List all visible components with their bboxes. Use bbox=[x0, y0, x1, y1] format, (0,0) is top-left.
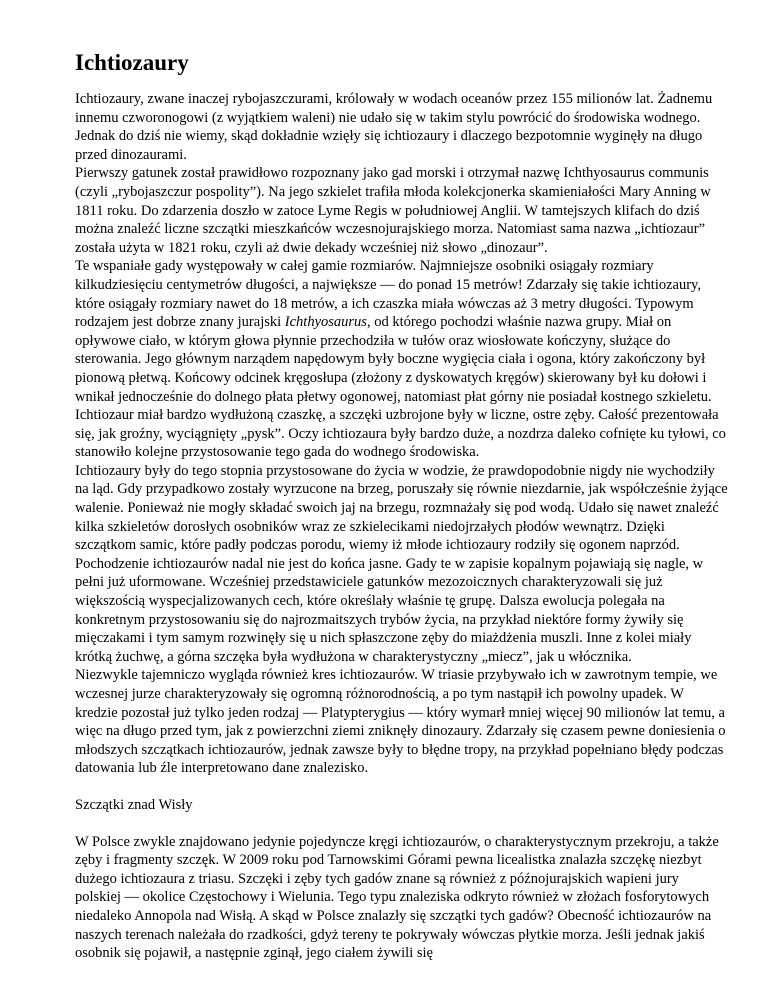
paragraph-origin: Pochodzenie ichtiozaurów nadal nie jest do końca jasne. Gady te w zapisie kopalnym pojawiają się nagle, w pełni już uformowane. Wcześniej przedstawiciele gatunków mezozoicznych charakteryzowali się już większością wyspecjalizowanych cech, które określały właśnie tę grupę. Dalsza ewolucja polegała na konkretnym przystosowaniu się do najrozmaitszych trybów życia, na przykład niektóre formy żywiły się mięczakami i tym samym rozwinęły się u nich spłaszczone zęby do miażdżenia muszli. Inne z kolei miały krótką żuchwę, a górna szczęka była wydłużona w charakterystyczny „miecz”, jak u włócznika. bbox=[75, 555, 704, 665]
paragraph-size bbox=[75, 257, 728, 462]
paragraph-intro: Ichtiozaury, zwane inaczej rybojaszczurami, królowały w wodach oceanów przez 155 milionów lat. Żadnemu innemu czworonogowi (z wyjątkiem waleni) nie udało się w takim stylu powrócić do środowiska wodnego. Jednak do dziś nie wiemy, skąd dokładnie wzięły się ichtiozaury i dlaczego bezpotomnie wyginęły na długo przed dinozaurami. bbox=[75, 91, 713, 163]
paragraph-size-text-after: , od którego pochodzi właśnie nazwa grupy. Miał on opływowe ciało, w którym głowa płynnie przechodziła w tułów oraz wiosłowate kończyny, służące do sterowania. Jego głównym narządem napędowym były boczne wygięcia ciała i ogona, który zakończony był pionową płetwą. Końcowy odcinek kręgosłupa (złożony z dyskowatych kręgów) skierowany był ku dołowi i wnikał jednocześnie do dolnego płata płetwy ogonowej, natomiast płat górny nie posiadał kostnego szkieletu. Ichtiozaur miał bardzo wydłużoną czaszkę, a szczęki uzbrojone były w liczne, ostre zęby. Całość prezentowała się, jak groźny, wyciągnięty „pysk”. Oczy ichtiozaura były bardzo duże, a nozdrza daleko cofnięte ku tyłowi, co stanowiło kolejne przystosowanie tego gada do wodnego środowiska. bbox=[75, 314, 726, 461]
paragraph-first-species: Pierwszy gatunek został prawidłowo rozpoznany jako gad morski i otrzymał nazwę Ichthyosaurus communis (czyli „rybojaszczur pospolity”). Na jego szkielet trafiła młoda kolekcjonerka skamieniałości Mary Anning w 1811 roku. Do zdarzenia doszło w zatoce Lyme Regis w południowej Anglii. W tamtejszych klifach do dziś można znaleźć liczne szczątki mieszkańców wczesnojurajskiego morza. Natomiast sama nazwa „ichtiozaur” została użyta w 1821 roku, czyli aż dwie dekady wcześniej niż słowo „dinozaur”. bbox=[75, 165, 711, 256]
paragraph-size-text-before: Te wspaniałe gady występowały w całej gamie rozmiarów. Najmniejsze osobniki osiągały rozmiary kilkudziesięciu centymetrów długości, a największe — do ponad 15 metrów! Zdarzały się takie ichtiozaury, które osiągały rozmiary nawet do 18 metrów, a ich czaszka miała wówczas aż 3 metry długości. Typowym rodzajem jest dobrze znany jurajski bbox=[75, 258, 701, 331]
genus-name-italic: Ichthyosaurus bbox=[284, 314, 367, 331]
paragraph-adaptation: Ichtiozaury były do tego stopnia przystosowane do życia w wodzie, że prawdopodobnie nigdy nie wychodziły na ląd. Gdy przypadkowo zostały wyrzucone na brzeg, poruszały się równie niezdarnie, jak współcześnie żyjące walenie. Ponieważ nie mogły składać swoich jaj na brzegu, rozmnażały się pod wodą. Udało się nawet znaleźć kilka szkieletów dorosłych osobników wraz ze szkielecikami niedojrzałych płodów wewnątrz. Dzięki szczątkom samic, które padły podczas porodu, wiemy iż młode ichtiozaury rodziły się ogonem naprzód. bbox=[75, 462, 728, 554]
paragraph-poland: W Polsce zwykle znajdowano jedynie pojedyncze kręgi ichtiozaurów, o charakterystycznym przekroju, a także zęby i fragmenty szczęk. W 2009 roku pod Tarnowskimi Górami pewna licealistka znalazła szczękę niezbyt dużego ichtiozaura z triasu. Szczęki i zęby tych gadów znane są również z późnojurajskich wapieni jury polskiej — okolice Częstochowy i Wielunia. Tego typu znaleziska odkryto również w złożach fosforytowych niedaleko Annopola nad Wisłą. A skąd w Polsce znalazły się szczątki tych gadów? Obecność ichtiozaurów na naszych terenach należała do rzadkości, gdyż tereny te pokrywały wówczas płytkie morza. Jeśli jednak jakiś osobnik się pojawił, a następnie zginął, jego ciałem żywili się bbox=[75, 833, 719, 962]
article-title: Ichtiozaury bbox=[75, 50, 189, 75]
section-heading: Szczątki znad Wisły bbox=[75, 796, 193, 813]
paragraph-extinction: Niezwykle tajemniczo wygląda również kres ichtiozaurów. W triasie przybywało ich w zawrotnym tempie, we wczesnej jurze charakteryzowały się ogromną różnorodnością, a po tym nastąpił ich powolny upadek. W kredzie pozostał już tylko jeden rodzaj — Platypterygius — który wymarł mniej więcej 90 milionów lat temu, a więc na długo przed tym, jak z powierzchni ziemi zniknęły dinozaury. Zdarzały się czasem pewne doniesienia o młodszych szczątkach ichtiozaurów, jednak zawsze były to błędne tropy, na przykład popełniano błędy podczas datowania lub źle interpretowano dane znalezisko. bbox=[75, 667, 726, 777]
